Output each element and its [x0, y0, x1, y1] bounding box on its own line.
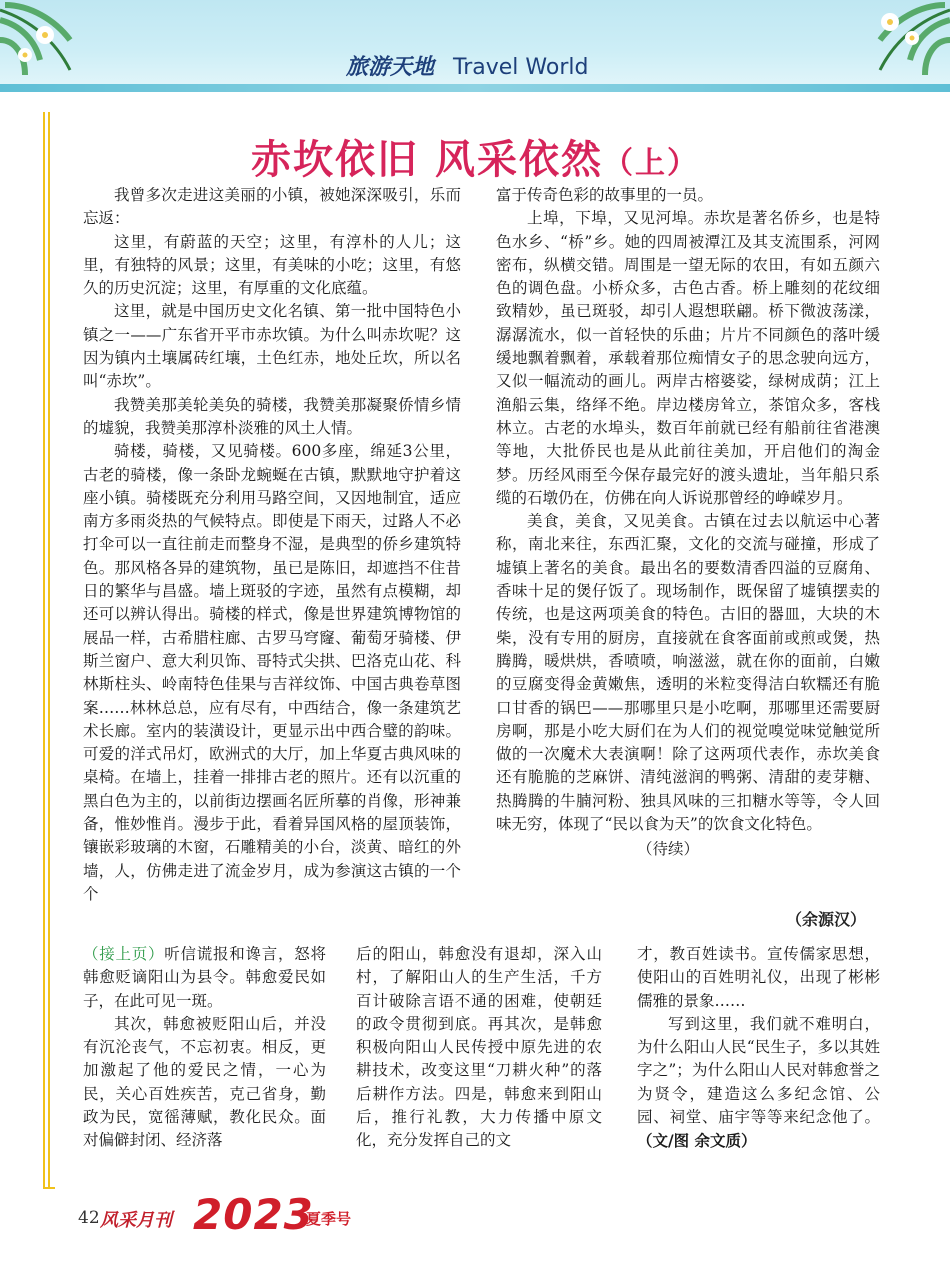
paragraph: 我赞美那美轮美奂的骑楼，我赞美那凝聚侨情乡情的墟貌，我赞美那淳朴淡雅的风土人情。	[83, 395, 461, 437]
paragraph: （接上页）听信谎报和谗言，怒将韩愈贬谪阳山为县令。韩愈爱民如子，在此可见一斑。	[83, 945, 326, 1010]
paragraph: 后的阳山，韩愈没有退却，深入山村，了解阳山人的生产生活，千方百计破除言语不通的困难，使朝廷的政令贯彻到底。再其次，是韩愈积极向阳山人民传授中原先进的农耕技术，改变这里“刀耕火种”的落后耕作方法。四是，韩愈来到阳山后，推行礼教，大力传播中原文化，充分发挥自己的文	[356, 945, 602, 1150]
bottom-frame-line	[43, 1187, 55, 1189]
paragraph: 美食，美食，又见美食。古镇在过去以航运中心著称，南北来往，东西汇聚，文化的交流与碰撞，形成了墟镇上著名的美食。最出名的要数清香四溢的豆腐角、香味十足的煲仔饭了。现场制作，既保留了墟镇摆卖的传统，也是这两项美食的特色。古旧的器皿，大块的木柴，没有专用的厨房，直接就在食客面前或煎或煲，热腾腾，暖烘烘，香喷喷，响滋滋，就在你的面前，白嫩的豆腐变得金黄嫩焦，透明的米粒变得洁白软糯还有脆口甘香的锅巴——那哪里只是小吃啊，那哪里还需要厨房啊，那是小吃大厨们在为人们的视觉嗅觉味觉触觉所做的一次魔术大表演啊！除了这两项代表作，赤坎美食还有脆脆的芝麻饼、清纯滋润的鸭粥、清甜的麦芽糖、热腾腾的牛腩河粉、独具风味的三扣糖水等等，令人回味无穷，体现了“民以食为天”的饮食文化特色。	[496, 512, 880, 834]
to-be-continued: （待续）	[636, 840, 699, 859]
continued-column-1	[83, 943, 326, 1153]
paragraph: 这里，就是中国历史文化名镇、第一批中国特色小镇之一——广东省开平市赤坎镇。为什么叫赤坎呢？这因为镇内土壤属砖红壤，土色红赤，地处丘坎，所以名叫“赤坎”。	[83, 302, 461, 391]
palm-leaves-left-decoration	[0, 0, 130, 92]
paragraph: 我曾多次走进这美丽的小镇，被她深深吸引，乐而忘返：	[83, 186, 461, 228]
page-header	[0, 0, 950, 92]
article-credit: （文/图 余文质）	[637, 1131, 757, 1151]
issue-season: 夏季号	[306, 1210, 352, 1228]
continued-column-3	[637, 943, 880, 1154]
paragraph: 其次，韩愈被贬阳山后，并没有沉沦丧气，不忘初衷。相反，更加激起了他的爱民之情，一心为民，关心百姓疾苦，克己省身，勤政为民，宽徭薄赋，教化民众。面对偏僻封闭、经济落	[83, 1014, 326, 1150]
article-title	[0, 128, 950, 185]
paragraph: 富于传奇色彩的故事里的一员。	[496, 186, 714, 204]
section-title-en: Travel World	[453, 55, 589, 80]
continued-from-label: （接上页）	[83, 945, 165, 963]
page-number: 42	[78, 1208, 100, 1228]
palm-leaves-right-decoration	[820, 0, 950, 92]
paragraph: 骑楼，骑楼，又见骑楼。600多座，绵延3公里，古老的骑楼，像一条卧龙蜿蜒在古镇，默默地守护着这座小镇。骑楼既充分利用马路空间，又因地制宜，适应南方多雨炎热的气候特点。即使是下雨天，过路人不必打伞可以一直往前走而整身不湿，是典型的侨乡建筑特色。那风格各异的建筑物，虽已是陈旧，却遮挡不住昔日的繁华与昌盛。墙上斑驳的字迹，虽然有点模糊，却还可以辨认得出。骑楼的样式，像是世界建筑博物馆的展品一样，古希腊柱廊、古罗马穹窿、葡萄牙骑楼、伊斯兰窗户、意大利贝饰、哥特式尖拱、巴洛克山花、科林斯柱头、岭南特色佳果与吉祥纹饰、中国古典卷草图案……林林总总，应有尽有，中西结合，像一条建筑艺术长廊。室内的装潢设计，更显示出中西合璧的韵味。可爱的洋式吊灯，欧洲式的大厅，加上华夏古典风味的桌椅。在墙上，挂着一排排古老的照片。还有以沉重的黑白色为主的，以前街边摆画名匠所摹的肖像，形神兼备，惟妙惟肖。漫步于此，看着异国风格的屋顶装饰，镶嵌彩玻璃的木窗，石雕精美的小台，淡黄、暗红的外墙，人，仿佛走进了流金岁月，成为参演这古镇的一个个	[83, 442, 461, 903]
left-frame-line	[43, 112, 50, 1187]
article-author: （余源汉）	[786, 910, 867, 929]
section-title-cn: 旅游天地	[346, 55, 435, 80]
issue-year: 2023	[193, 1190, 314, 1239]
article-right-column	[496, 184, 880, 862]
paragraph: 这里，有蔚蓝的天空；这里，有淳朴的人儿；这里，有独特的风景；这里，有美味的小吃；这里，有悠久的历史沉淀；这里，有厚重的文化底蕴。	[83, 232, 461, 298]
paragraph: 写到这里，我们就不难明白，为什么阳山人民“民生子，多以其姓字之”；为什么阳山人民对韩愈誉之为贤令，建造这么多纪念馆、公园、祠堂、庙宇等等来纪念他了。（文/图 余文质）	[637, 1014, 880, 1151]
article-title-part: （上）	[602, 146, 699, 181]
continued-column-2	[356, 943, 602, 1153]
article-title-main: 赤坎依旧 风采依然	[251, 137, 603, 183]
magazine-name: 风采月刊	[100, 1210, 172, 1231]
section-title	[346, 50, 588, 81]
paragraph: 上埠，下埠，又见河埠。赤坎是著名侨乡，也是特色水乡、“桥”乡。她的四周被潭江及其支流围系，河网密布，纵横交错。周围是一望无际的农田，有如五颜六色的调色盘。小桥众多，古色古香。桥上雕刻的花纹细致精妙，虽已斑驳，却引人遐想联翩。桥下微波荡漾，潺潺流水，似一首轻快的乐曲；片片不同颜色的落叶缓缓地飘着飘着，承载着那位痴情女子的思念驶向远方，又似一幅流动的画儿。两岸古榕婆娑，绿树成荫；江上渔船云集，络绎不绝。岸边楼房耸立，茶馆众多，客栈林立。古老的水埠头，数百年前就已经有船前往省港澳等地，大批侨民也是从此前往美加，开启他们的淘金梦。历经风雨至今保存最完好的渡头遗址，当年船只系缆的石墩仍在，仿佛在向人诉说那曾经的峥嵘岁月。	[496, 209, 880, 507]
article-left-column	[83, 184, 461, 906]
header-band	[0, 84, 950, 92]
paragraph: 才，教百姓读书。宣传儒家思想，使阳山的百姓明礼仪，出现了彬彬儒雅的景象……	[637, 945, 880, 1010]
